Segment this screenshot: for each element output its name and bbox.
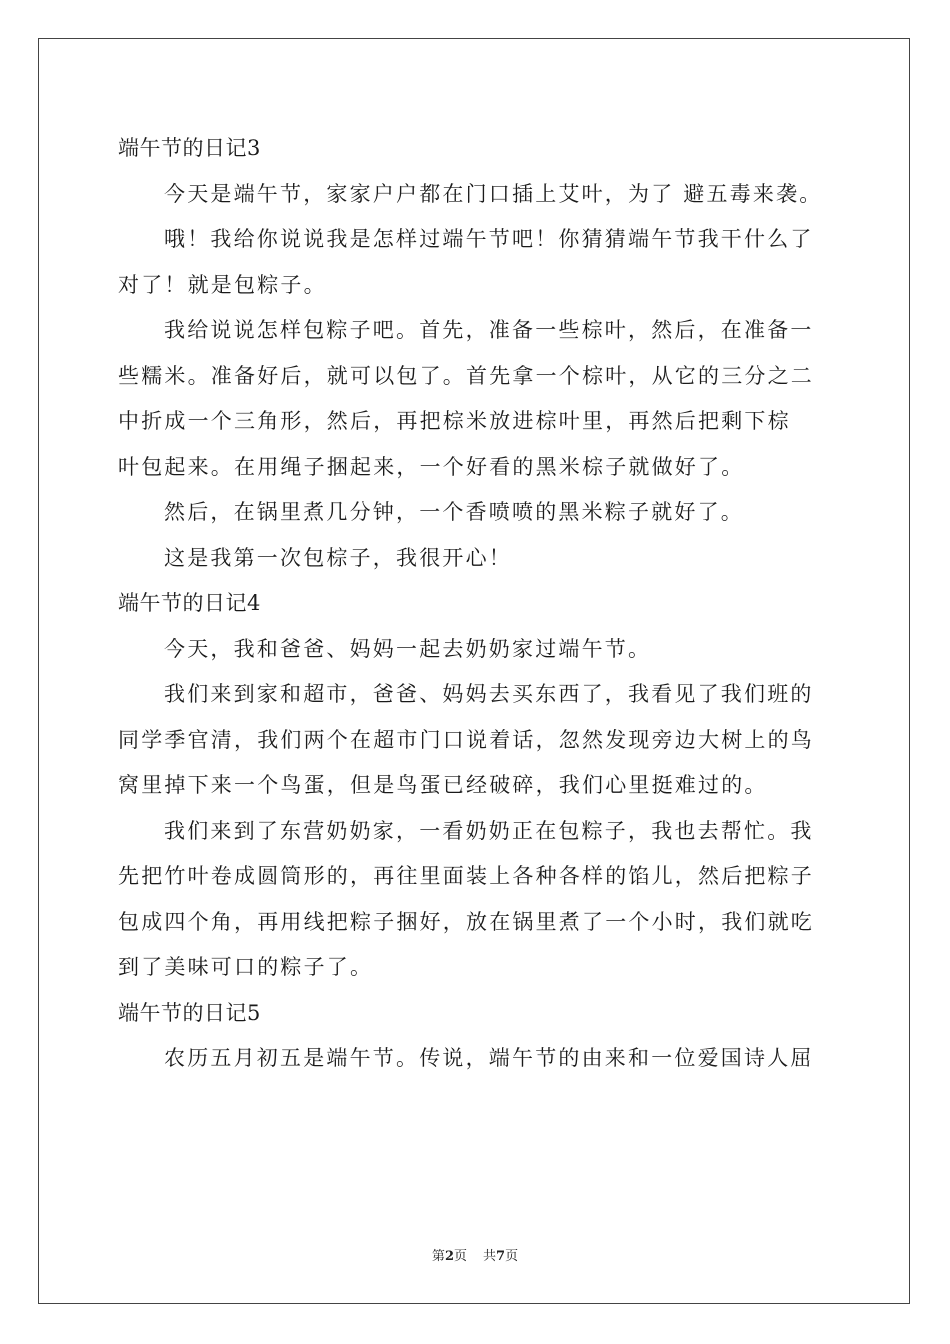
text-line: 到了美味可口的粽子了。 (118, 955, 374, 979)
text-line: 窝里掉下来一个鸟蛋，但是鸟蛋已经破碎，我们心里挺难过的。 (118, 773, 768, 797)
text-line: 同学季官清，我们两个在超市门口说着话，忽然发现旁边大树上的鸟 (118, 727, 814, 752)
text-line: 中折成一个三角形，然后，再把棕米放进棕叶里，再然后把剩下棕 (118, 409, 791, 433)
text-line: 对了！就是包粽子。 (118, 272, 327, 297)
section-title: 端午节的日记3 (118, 136, 261, 160)
page-footer (0, 1248, 950, 1266)
total-pages-unit: 页 (505, 1249, 519, 1264)
current-page-number: 2 (444, 1249, 454, 1264)
text-line: 包成四个角，再用线把粽子捆好，放在锅里煮了一个小时，我们就吃 (118, 909, 814, 934)
page-number-unit: 页 (453, 1249, 467, 1264)
text-line: 我们来到了东营奶奶家，一看奶奶正在包粽子，我也去帮忙。我 (164, 818, 814, 843)
text-line: 农历五月初五是端午节。传说，端午节的由来和一位爱国诗人屈 (164, 1046, 814, 1070)
document-body (118, 126, 834, 1082)
text-line: 这是我第一次包棕子，我很开心！ (164, 545, 512, 570)
text-line: 今天，我和爸爸、妈妈一起去奶奶家过端午节。 (164, 636, 652, 661)
text-line: 叶包起来。在用绳子捆起来，一个好看的黑米棕子就做好了。 (118, 454, 745, 479)
total-page-count: 7 (496, 1249, 506, 1264)
section-title: 端午节的日记5 (118, 1000, 261, 1025)
section-title: 端午节的日记4 (118, 591, 261, 615)
text-line: 我们来到家和超市，爸爸、妈妈去买东西了，我看见了我们班的 (164, 682, 814, 706)
text-line: 然后，在锅里煮几分钟，一个香喷喷的黑米粽子就好了。 (164, 500, 744, 524)
text-line: 先把竹叶卷成圆筒形的，再往里面装上各种各样的馅儿，然后把粽子 (118, 864, 814, 888)
total-pages-prefix: 共 (483, 1249, 497, 1264)
text-line: 我给说说怎样包粽子吧。首先，准备一些棕叶，然后，在准备一 (164, 318, 814, 342)
text-line: 哦！我给你说说我是怎样过端午节吧！你猜猜端午节我干什么了 (164, 227, 814, 251)
page-number-prefix: 第 (431, 1249, 445, 1264)
text-line: 今天是端午节，家家户户都在门口插上艾叶，为了 避五毒来袭。 (164, 181, 823, 206)
text-line: 些糯米。准备好后，就可以包了。首先拿一个棕叶，从它的三分之二 (118, 363, 814, 388)
